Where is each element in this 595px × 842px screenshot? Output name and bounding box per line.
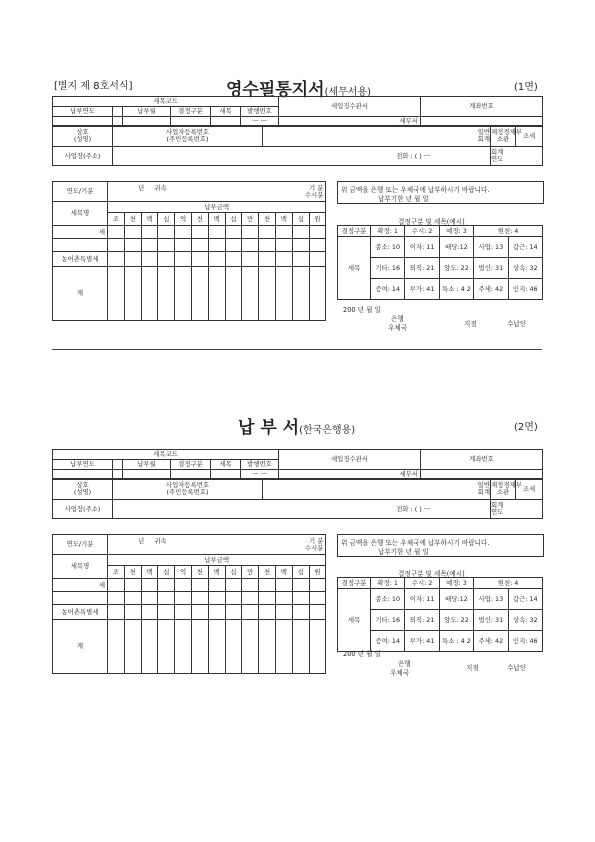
decision-label: 결정구분	[338, 226, 371, 237]
acc-label: 회계	[491, 501, 504, 510]
decision-label: 결정구분	[338, 578, 371, 589]
header-table-2	[52, 478, 543, 519]
digit-header: 천	[259, 213, 276, 226]
digit-header: 조	[108, 566, 125, 579]
digit-header: 십	[225, 213, 242, 226]
fiscal-label: 재정경제부	[491, 481, 522, 490]
pay-amount-label: 납부금액	[108, 555, 326, 566]
resident-no-label: (주민등록번호)	[166, 488, 209, 496]
tax-code: 법인: 31	[474, 258, 508, 279]
year-unit: 년	[138, 536, 145, 545]
section-title: 납 부 서	[238, 418, 300, 438]
decision-item: 원천: 4	[474, 578, 543, 589]
period-label: 기 분	[308, 183, 324, 192]
tax-label: 조세	[516, 479, 543, 500]
account-no-label: 계좌번호	[421, 450, 543, 470]
pay-amount-label: 납부금액	[108, 202, 326, 213]
codes-table-1	[337, 225, 543, 300]
tax-code: 이자: 11	[405, 237, 439, 258]
tax-code: 퇴직: 21	[405, 258, 439, 279]
notice-line-1: 위 금액을 은행 또는 우체국에 납부하시기 바랍니다.	[341, 539, 490, 547]
tax-code: 주세: 42	[474, 631, 508, 652]
digit-header: 백	[275, 566, 292, 579]
resident-no-label: (주민등록번호)	[166, 135, 209, 143]
post-label: 우체국	[388, 324, 408, 332]
date-line: 200 년 월 일	[343, 650, 381, 658]
trade-name-label: 상호	[76, 481, 89, 490]
decision-item: 확정: 1	[371, 578, 405, 589]
accounting-label: 회계	[477, 488, 490, 496]
digit-header: 천	[124, 213, 141, 226]
year-unit: 년	[138, 183, 145, 192]
page-number: (1면)	[514, 82, 538, 93]
row-total-label: 계	[53, 267, 108, 321]
tax-code: 갑근: 14	[508, 237, 542, 258]
codes-title: 결정구분 및 세목(예시)	[398, 218, 465, 226]
tax-code: 사업: 13	[474, 589, 508, 610]
tax-code: 특소 : 4 2	[439, 279, 473, 300]
digit-header: 십	[292, 566, 309, 579]
tax-code: 배당:12	[439, 237, 473, 258]
tax-code-label: 세목코드	[53, 450, 279, 460]
row-se-label: 세	[53, 226, 108, 239]
year-class-cell	[108, 535, 326, 555]
decision-item: 원천: 4	[474, 226, 543, 237]
receiver-label: 수납인	[507, 664, 527, 672]
tax-code: 특소 : 4 2	[439, 631, 473, 652]
tax-code: 상속: 32	[508, 610, 542, 631]
acc-year-label: 연도	[491, 508, 504, 516]
amount-table-2	[52, 534, 326, 674]
digit-header: 백	[141, 213, 158, 226]
occasional-label: 수시분	[304, 543, 324, 552]
row-rural-label: 농어촌특별세	[53, 252, 108, 267]
fiscal-label: 재정경제부	[491, 128, 522, 137]
decision-item: 예정: 3	[439, 226, 473, 237]
tax-code: 법인: 31	[474, 610, 508, 631]
decision-type-label: 결정구분	[171, 107, 211, 117]
tax-code: 이자: 11	[405, 589, 439, 610]
digit-header: 십	[225, 566, 242, 579]
tax-code: 기타: 16	[371, 610, 405, 631]
jurisdiction-label: 소관	[496, 135, 510, 143]
tax-code-label: 세목코드	[53, 97, 279, 107]
date-line: 200 년 월 일	[343, 306, 381, 314]
fiscal-cell	[491, 126, 522, 147]
year-class-label: 연도/기분	[53, 535, 108, 555]
month-label: 납부월	[123, 107, 171, 117]
tax-item-label: 세목	[211, 107, 241, 117]
tax-office-label: 세무서	[279, 117, 421, 127]
row-se-label: 세	[53, 579, 108, 592]
section-divider	[52, 349, 542, 350]
notice-box	[337, 534, 544, 557]
tax-name-label: 세목명	[53, 202, 108, 226]
tax-code: 종소: 10	[371, 589, 405, 610]
decision-type-label: 결정구분	[171, 460, 211, 470]
tax-code: 사업: 13	[474, 237, 508, 258]
digit-header: 백	[208, 566, 225, 579]
codes-table-2	[337, 577, 543, 652]
section-2-title	[238, 413, 355, 438]
bank-label: 은행	[398, 660, 411, 668]
notice-line-2: 납부기한 년 월 일	[378, 548, 429, 556]
section-title: 영수필통지서	[226, 80, 325, 100]
accounting-label: 회계	[477, 135, 490, 143]
acc-label: 회계	[491, 148, 504, 157]
phone-label: 전화 : ( ) ㅡ	[113, 500, 491, 519]
digit-header: 원	[309, 566, 326, 579]
header-table-2	[52, 125, 543, 166]
digit-header: 백	[208, 213, 225, 226]
address-label: 사업장(주소)	[53, 147, 113, 166]
general-label: 일반	[477, 481, 490, 490]
digit-header: 천	[259, 566, 276, 579]
acc-year-cell	[491, 500, 543, 519]
tax-code: 갑근: 14	[508, 589, 542, 610]
digit-header: 만	[242, 566, 259, 579]
post-label: 우체국	[390, 669, 410, 677]
tax-label: 조세	[516, 126, 543, 147]
year-label: 납부연도	[53, 460, 113, 470]
tax-code: 기타: 16	[371, 258, 405, 279]
row-total-label: 계	[53, 620, 108, 674]
branch-label: 지점	[466, 664, 479, 672]
header-table-1	[52, 96, 543, 127]
issue-no-dash: ㅡ ㅡ	[241, 117, 279, 127]
tax-code: 인지: 46	[508, 279, 542, 300]
tax-office-label: 세무서	[279, 470, 421, 480]
account-no-label: 계좌번호	[421, 97, 543, 117]
trade-name-paren: (성명)	[73, 135, 92, 143]
phone-label: 전화 : ( ) ㅡ	[113, 147, 491, 166]
tax-code: 증여: 14	[371, 279, 405, 300]
month-label: 납부월	[123, 460, 171, 470]
notice-line-1: 위 금액을 은행 또는 우체국에 납부하시기 바랍니다.	[341, 186, 490, 194]
tax-code: 부가: 41	[405, 279, 439, 300]
address-label: 사업장(주소)	[53, 500, 113, 519]
receiver-label: 수납인	[507, 320, 527, 328]
belong-label: 귀속	[154, 183, 167, 192]
biz-reg-label: 사업자등록번호	[165, 481, 210, 490]
period-label: 기 분	[308, 536, 324, 545]
tax-code: 배당:12	[439, 589, 473, 610]
digit-header: 조	[108, 213, 125, 226]
acc-year-label: 연도	[491, 155, 504, 163]
section-subtitle: (한국은행용)	[299, 425, 356, 436]
digit-header: 억	[175, 566, 192, 579]
digit-header: 만	[242, 213, 259, 226]
branch-label: 지점	[464, 320, 477, 328]
general-label: 일반	[477, 128, 490, 137]
general-account-cell	[263, 126, 491, 147]
tax-label-cell: 세목	[338, 589, 371, 652]
digit-header: 천	[191, 566, 208, 579]
header-table-1	[52, 449, 543, 480]
tax-item-label: 세목	[211, 460, 241, 470]
section-subtitle: (세무서용)	[324, 87, 371, 98]
issue-no-dash: ㅡ ㅡ	[241, 470, 279, 480]
tax-code: 상속: 32	[508, 258, 542, 279]
decision-item: 예정: 3	[439, 578, 473, 589]
jurisdiction-label: 소관	[496, 488, 510, 496]
digit-header: 백	[275, 213, 292, 226]
form-number-label: [별지 제 8호서식]	[54, 81, 133, 92]
page-number: (2면)	[514, 422, 538, 433]
trade-name-cell	[53, 479, 113, 500]
digit-header: 십	[158, 566, 175, 579]
digit-header: 백	[141, 566, 158, 579]
biz-reg-cell	[113, 479, 263, 500]
digit-header: 원	[309, 213, 326, 226]
tax-code: 종소: 10	[371, 237, 405, 258]
general-account-cell	[263, 479, 491, 500]
biz-reg-cell	[113, 126, 263, 147]
tax-code: 주세: 42	[474, 279, 508, 300]
digit-header: 천	[191, 213, 208, 226]
decision-item: 확정: 1	[371, 226, 405, 237]
tax-code: 양도: 22	[439, 610, 473, 631]
tax-code: 증여: 14	[371, 631, 405, 652]
occasional-label: 수시분	[304, 190, 324, 199]
digit-header: 십	[292, 213, 309, 226]
office-label: 세입징수관서	[279, 97, 421, 117]
fiscal-cell	[491, 479, 522, 500]
trade-name-cell	[53, 126, 113, 147]
year-class-label: 연도/기분	[53, 182, 108, 202]
tax-code: 양도: 22	[439, 258, 473, 279]
acc-year-cell	[491, 147, 543, 166]
digit-header: 천	[124, 566, 141, 579]
notice-box	[337, 181, 544, 204]
decision-item: 수시: 2	[405, 578, 439, 589]
codes-title: 결정구분 및 세목(예시)	[398, 570, 465, 578]
digit-header: 억	[175, 213, 192, 226]
biz-reg-label: 사업자등록번호	[165, 128, 210, 137]
office-label: 세입징수관서	[279, 450, 421, 470]
decision-item: 수시: 2	[405, 226, 439, 237]
trade-name-label: 상호	[76, 128, 89, 137]
year-label: 납부연도	[53, 107, 113, 117]
bank-label: 은행	[391, 315, 404, 323]
tax-code: 인지: 46	[508, 631, 542, 652]
tax-code: 부가: 41	[405, 631, 439, 652]
issue-no-label: 발행번호	[241, 107, 279, 117]
digit-header: 십	[158, 213, 175, 226]
amount-table-1	[52, 181, 326, 321]
belong-label: 귀속	[154, 536, 167, 545]
issue-no-label: 발행번호	[241, 460, 279, 470]
year-class-cell	[108, 182, 326, 202]
trade-name-paren: (성명)	[73, 488, 92, 496]
tax-label-cell: 세목	[338, 237, 371, 300]
tax-name-label: 세목명	[53, 555, 108, 579]
row-rural-label: 농어촌특별세	[53, 605, 108, 620]
notice-line-2: 납부기한 년 월 일	[378, 195, 429, 203]
tax-code: 퇴직: 21	[405, 610, 439, 631]
